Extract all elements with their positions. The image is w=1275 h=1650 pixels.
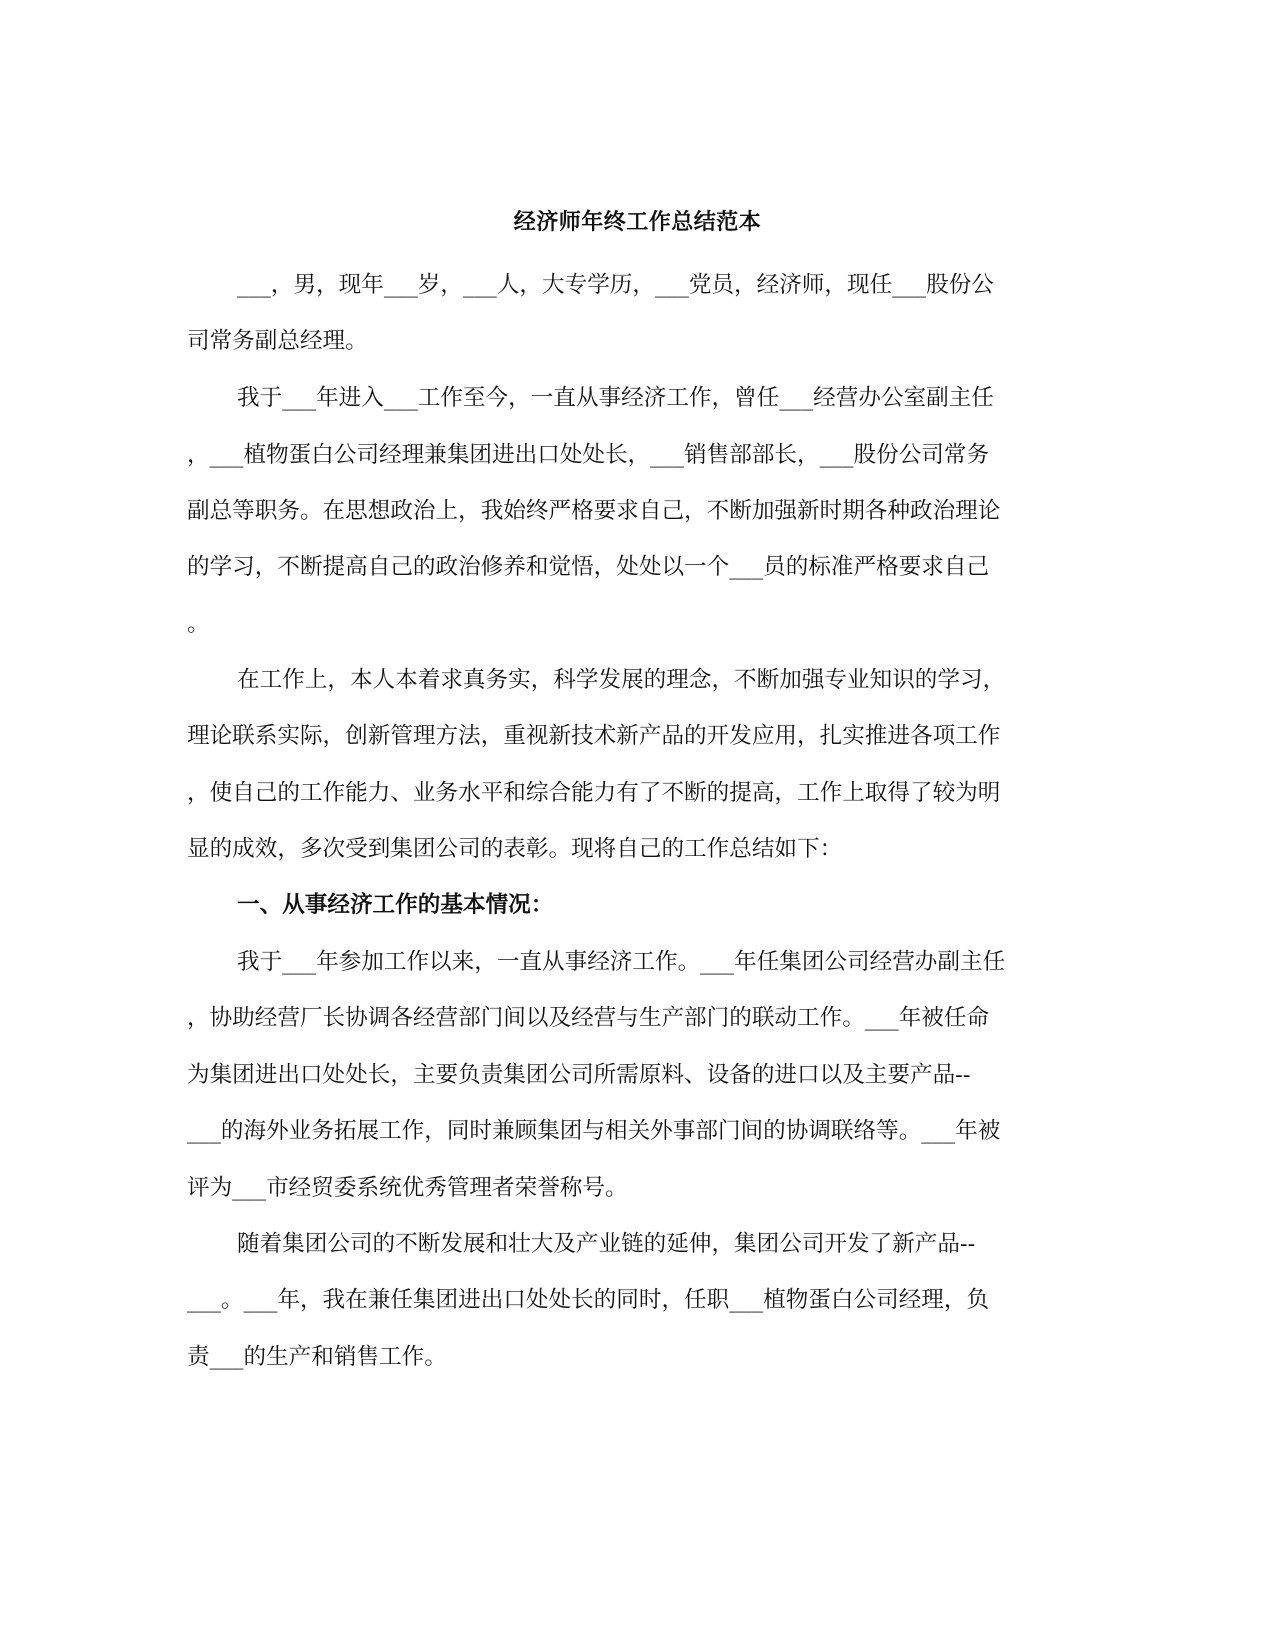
text-line: 随着集团公司的不断发展和壮大及产业链的延伸，集团公司开发了新产品-- xyxy=(237,1231,976,1257)
text-line: 司常务副总经理。 xyxy=(187,328,368,354)
text-line: 在工作上，本人本着求真务实，科学发展的理念，不断加强专业知识的学习， xyxy=(237,667,1006,693)
text-line: ，协助经营厂长协调各经营部门间以及经营与生产部门的联动工作。___年被任命 xyxy=(187,1005,990,1031)
text-line: 。 xyxy=(187,611,210,637)
text-line: 我于___年进入___工作至今，一直从事经济工作，曾任___经营办公室副主任 xyxy=(237,385,994,411)
document-title: 经济师年终工作总结范本 xyxy=(513,209,762,235)
text-line: ___，男，现年___岁，___人，大专学历，___党员，经济师，现任___股份公 xyxy=(237,272,994,298)
text-line: 的学习，不断提高自己的政治修养和觉悟，处处以一个___员的标准严格要求自己 xyxy=(187,554,990,580)
text-line: ，___植物蛋白公司经理兼集团进出口处处长，___销售部部长，___股份公司常务 xyxy=(187,442,990,468)
text-line: ___的海外业务拓展工作，同时兼顾集团与相关外事部门间的协调联络等。___年被 xyxy=(187,1118,1001,1144)
text-line: 理论联系实际，创新管理方法，重视新技术新产品的开发应用，扎实推进各项工作 xyxy=(187,723,1001,749)
text-line: ___。___年，我在兼任集团进出口处处长的同时，任职___植物蛋白公司经理，负 xyxy=(187,1287,990,1313)
text-line: 为集团进出口处处长，主要负责集团公司所需原料、设备的进口以及主要产品-- xyxy=(187,1062,971,1088)
section-heading: 一、从事经济工作的基本情况： xyxy=(237,892,554,918)
text-line: 显的成效，多次受到集团公司的表彰。现将自己的工作总结如下： xyxy=(187,836,843,862)
text-line: 我于___年参加工作以来，一直从事经济工作。___年任集团公司经营办副主任 xyxy=(237,949,1006,975)
text-line: 责___的生产和销售工作。 xyxy=(187,1344,447,1370)
text-line: 评为___市经贸委系统优秀管理者荣誉称号。 xyxy=(187,1175,628,1201)
text-line: ，使自己的工作能力、业务水平和综合能力有了不断的提高，工作上取得了较为明 xyxy=(187,780,1001,806)
text-line: 副总等职务。在思想政治上，我始终严格要求自己，不断加强新时期各种政治理论 xyxy=(187,498,1001,524)
